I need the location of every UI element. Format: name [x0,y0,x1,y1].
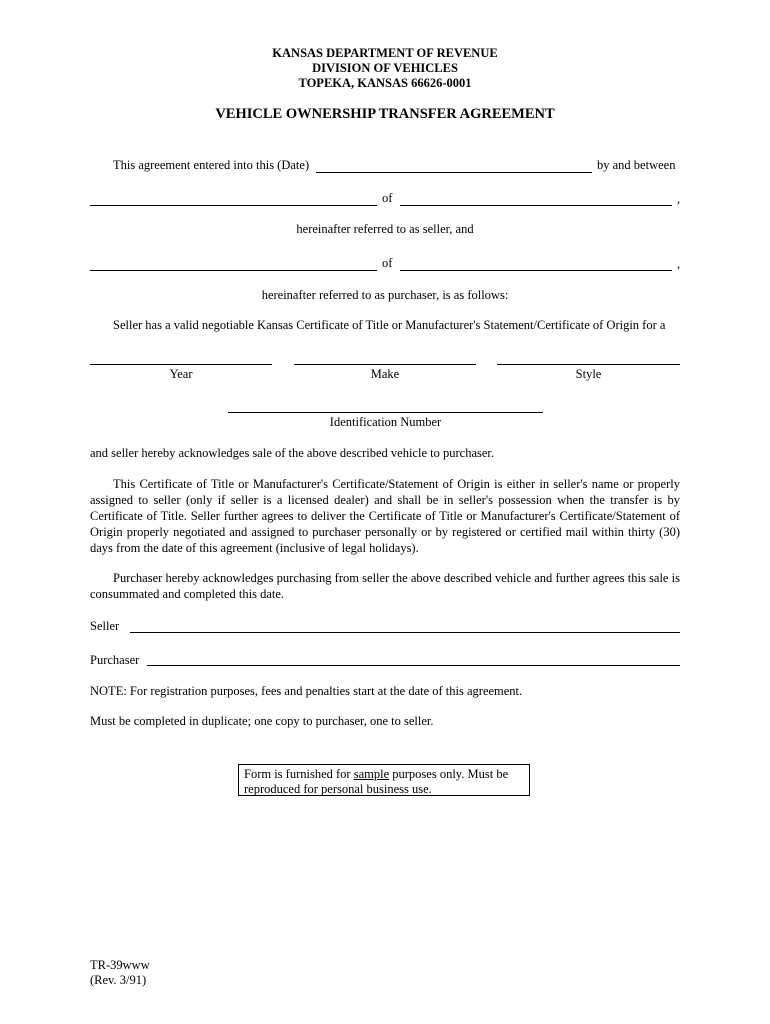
date-field[interactable] [316,172,592,173]
intro-prefix: This agreement entered into this (Date) [113,158,310,172]
acknowledge-text: and seller hereby acknowledges sale of the above described vehicle to purchaser. [90,446,494,460]
seller-signature-label: Seller [90,619,120,633]
intro-suffix: by and between [597,158,676,172]
document-title: VEHICLE OWNERSHIP TRANSFER AGREEMENT [215,106,555,122]
of-label-seller: of [382,191,393,205]
division-name: DIVISION OF VEHICLES [312,61,458,75]
vin-field[interactable] [228,412,543,413]
notice-line-2: reproduced for personal business use. [244,782,432,796]
purchaser-name-field[interactable] [90,270,377,271]
style-label: Style [575,367,602,381]
style-field[interactable] [497,364,680,365]
seller-signature-field[interactable] [130,632,680,633]
purchaser-address-field[interactable] [400,270,672,271]
seller-name-field[interactable] [90,205,377,206]
vin-label: Identification Number [329,415,442,429]
valid-title-statement: Seller has a valid negotiable Kansas Certificate of Title or Manufacturer's Statement/Certificate of Origin for a [113,318,666,332]
agency-address: TOPEKA, KANSAS 66626-0001 [298,76,472,90]
comma-purchaser: , [677,257,681,271]
make-label: Make [370,367,400,381]
notice-emphasis: sample [353,767,390,781]
form-number: TR-39www [90,958,150,972]
purchaser-signature-label: Purchaser [90,653,140,667]
purchaser-reference: hereinafter referred to as purchaser, is as follows: [261,288,509,302]
purchaser-signature-field[interactable] [147,665,680,666]
registration-note: NOTE: For registration purposes, fees and penalties start at the date of this agreement. [90,684,523,698]
duplicate-instruction: Must be completed in duplicate; one copy to purchaser, one to seller. [90,714,434,728]
comma-seller: , [677,192,681,206]
year-field[interactable] [90,364,272,365]
notice-line-1: Form is furnished for sample purposes only. Must be [244,767,509,781]
agency-name: KANSAS DEPARTMENT OF REVENUE [272,46,498,60]
purchaser-paragraph: Purchaser hereby acknowledges purchasing from seller the above described vehicle and further agrees this sale is consummated and completed this date. [90,571,680,601]
seller-address-field[interactable] [400,205,672,206]
sample-notice-box [238,764,530,796]
make-field[interactable] [294,364,476,365]
year-label: Year [169,367,193,381]
certificate-paragraph: This Certificate of Title or Manufacturer's Certificate/Statement of Origin is either in seller's name or properly assigned to seller (only if seller is a licensed dealer) and shall be in seller's possession when the transfer is by Certificate of Title. Seller further agrees to deliver the Certificate of Title or Manufacturer's Certificate/Statement of Origin properly negotiated and assigned to purchaser personally or by registered or certified mail within thirty (30) days from the date of this agreement (inclusive of legal holidays). [90,477,680,555]
seller-reference: hereinafter referred to as seller, and [296,222,474,236]
of-label-purchaser: of [382,256,393,270]
form-revision: (Rev. 3/91) [90,973,147,987]
